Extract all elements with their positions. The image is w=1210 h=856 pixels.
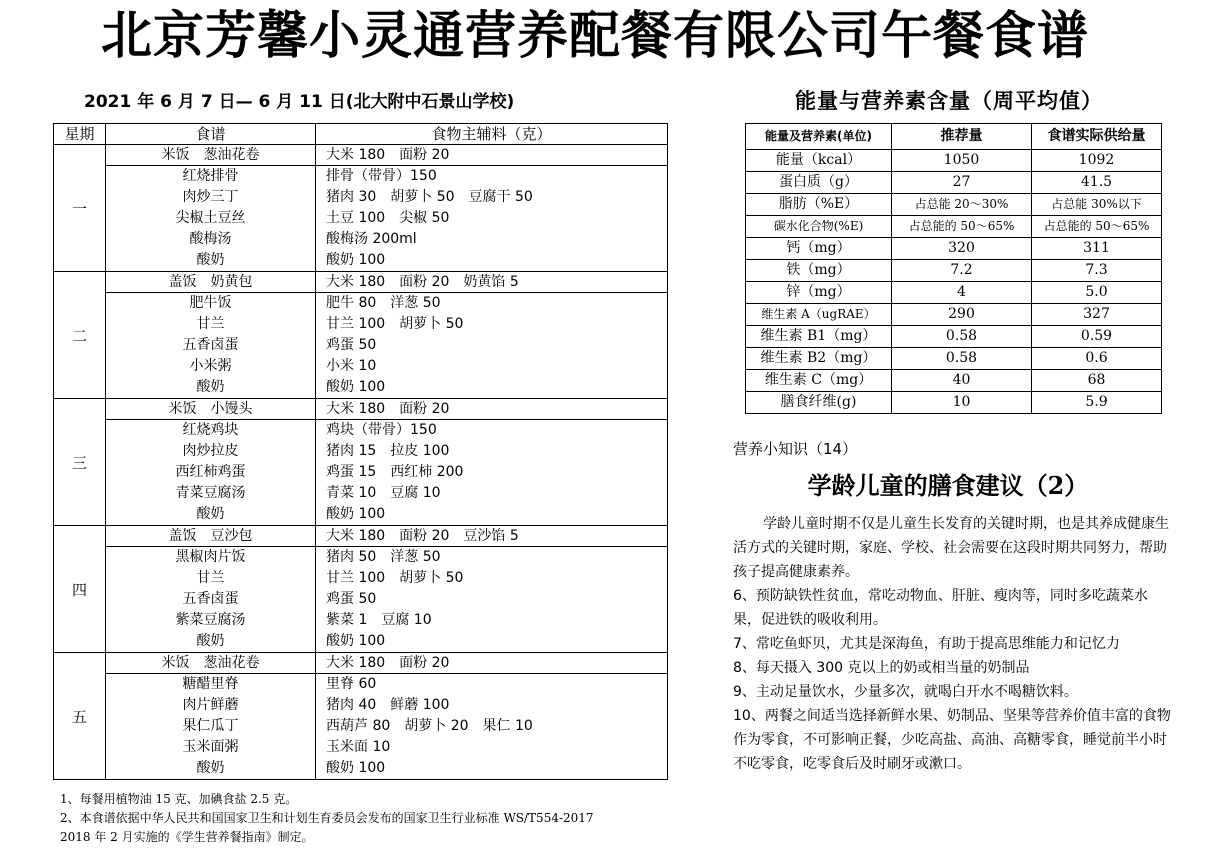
ingredient-item: 肥牛 80 洋葱 50 xyxy=(326,295,441,311)
tips-paragraph: 10、两餐之间适当选择新鲜水果、奶制品、坚果等营养价值丰富的食物作为零食，不可影响正餐，少吃高盐、高油、高糖零食，睡觉前半小时不吃零食，吃零食后及时刷牙或漱口。 xyxy=(733,708,1171,772)
recommended-value: 占总能 20～30% xyxy=(892,194,1032,216)
actual-value: 311 xyxy=(1032,238,1162,260)
ingredient-item: 玉米面 10 xyxy=(326,739,391,755)
dish-item: 黑椒肉片饭 xyxy=(175,549,246,565)
header-nutrient: 能量及营养素(单位) xyxy=(746,124,892,150)
dish-item: 果仁瓜丁 xyxy=(182,718,239,734)
staple-dish: 米饭 葱油花卷 xyxy=(161,655,260,671)
recommended-value: 占总能的 50～65% xyxy=(892,216,1032,238)
footnotes xyxy=(60,790,680,847)
ingredient-item: 酸奶 100 xyxy=(326,760,386,776)
dish-item: 甘兰 xyxy=(196,316,225,332)
dish-item: 酸奶 xyxy=(196,252,225,268)
date-range-subtitle: 2021 年 6 月 7 日— 6 月 11 日(北大附中石景山学校) xyxy=(84,92,515,112)
nutrition-row xyxy=(746,260,1162,282)
staple-cell xyxy=(106,653,316,674)
recommended-value: 7.2 xyxy=(892,260,1032,282)
dish-item: 酸奶 xyxy=(196,633,225,649)
nutrient-name: 脂肪（%E） xyxy=(746,194,892,216)
staple-ingredients-cell xyxy=(316,145,668,166)
dishes-cell xyxy=(106,547,316,653)
actual-value: 327 xyxy=(1032,304,1162,326)
staple-cell xyxy=(106,145,316,166)
header-recipe: 食谱 xyxy=(106,124,316,145)
dish-item: 红烧排骨 xyxy=(182,168,239,184)
ingredient-item: 鸡蛋 50 xyxy=(326,591,377,607)
tips-paragraph: 8、每天摄入 300 克以上的奶或相当量的奶制品 xyxy=(733,660,1030,676)
tips-paragraph: 7、常吃鱼虾贝，尤其是深海鱼，有助于提高思维能力和记忆力 xyxy=(733,636,1120,652)
ingredient-item: 酸奶 100 xyxy=(326,633,386,649)
staple-ingredients-cell xyxy=(316,399,668,420)
tips-title: 学龄儿童的膳食建议（2） xyxy=(807,471,1089,500)
weekday-cell: 一 xyxy=(54,145,106,272)
nutrition-row xyxy=(746,216,1162,238)
ingredient-item: 鸡蛋 50 xyxy=(326,337,377,353)
tips-paragraph: 9、主动足量饮水，少量多次，就喝白开水不喝糖饮料。 xyxy=(733,684,1078,700)
dishes-cell xyxy=(106,674,316,780)
actual-value: 0.6 xyxy=(1032,348,1162,370)
nutrition-table xyxy=(745,123,1162,414)
ingredient-item: 鸡蛋 15 西红柿 200 xyxy=(326,464,464,480)
actual-value: 41.5 xyxy=(1032,172,1162,194)
menu-dishes-row xyxy=(54,166,668,272)
nutrient-name: 铁（mg） xyxy=(746,260,892,282)
menu-dishes-row xyxy=(54,674,668,780)
actual-value: 5.0 xyxy=(1032,282,1162,304)
ingredient-item: 猪肉 40 鲜蘑 100 xyxy=(326,697,450,713)
menu-dishes-row xyxy=(54,293,668,399)
dish-item: 肉炒三丁 xyxy=(182,189,239,205)
menu-dishes-row xyxy=(54,420,668,526)
nutrient-name: 锌（mg） xyxy=(746,282,892,304)
staple-dish: 盖饭 奶黄包 xyxy=(168,274,253,290)
dish-item: 五香卤蛋 xyxy=(182,591,239,607)
ingredient-item: 土豆 100 尖椒 50 xyxy=(326,210,450,226)
dish-item: 小米粥 xyxy=(189,358,232,374)
staple-ingredients: 大米 180 面粉 20 豆沙馅 5 xyxy=(326,528,519,544)
ingredients-cell xyxy=(316,166,668,272)
header-recommended: 推荐量 xyxy=(892,124,1032,150)
staple-ingredients-cell xyxy=(316,653,668,674)
staple-ingredients-cell xyxy=(316,526,668,547)
dish-item: 肉炒拉皮 xyxy=(182,443,239,459)
nutrition-title: 能量与营养素含量（周平均值） xyxy=(795,89,1103,113)
staple-cell xyxy=(106,272,316,293)
ingredient-item: 鸡块（带骨）150 xyxy=(326,422,437,438)
ingredient-item: 里脊 60 xyxy=(326,676,377,692)
tips-paragraph: 学龄儿童时期不仅是儿童生长发育的关键时期，也是其养成健康生活方式的关键时期，家庭、学校、社会需要在这段时期共同努力，帮助孩子提高健康素养。 xyxy=(733,516,1169,580)
dish-item: 酸梅汤 xyxy=(189,231,232,247)
ingredients-cell xyxy=(316,420,668,526)
ingredient-item: 甘兰 100 胡萝卜 50 xyxy=(326,570,464,586)
recommended-value: 1050 xyxy=(892,150,1032,172)
nutrient-name: 维生素 B2（mg） xyxy=(746,348,892,370)
nutrient-name: 维生素 A（ugRAE） xyxy=(746,304,892,326)
menu-staple-row xyxy=(54,526,668,547)
ingredient-item: 青菜 10 豆腐 10 xyxy=(326,485,441,501)
actual-value: 占总能的 50～65% xyxy=(1032,216,1162,238)
ingredient-item: 甘兰 100 胡萝卜 50 xyxy=(326,316,464,332)
tips-paragraph: 6、预防缺铁性贫血，常吃动物血、肝脏、瘦肉等，同时多吃蔬菜水果，促进铁的吸收利用。 xyxy=(733,588,1148,628)
staple-dish: 盖饭 豆沙包 xyxy=(168,528,253,544)
dish-item: 紫菜豆腐汤 xyxy=(175,612,246,628)
nutrient-name: 维生素 B1（mg） xyxy=(746,326,892,348)
ingredient-item: 猪肉 15 拉皮 100 xyxy=(326,443,450,459)
menu-staple-row xyxy=(54,272,668,293)
nutrition-row xyxy=(746,150,1162,172)
dish-item: 糖醋里脊 xyxy=(182,676,239,692)
nutrition-row xyxy=(746,326,1162,348)
actual-value: 0.59 xyxy=(1032,326,1162,348)
tips-label: 营养小知识（14） xyxy=(733,440,858,458)
dish-item: 甘兰 xyxy=(196,570,225,586)
ingredients-cell xyxy=(316,547,668,653)
weekday-cell: 二 xyxy=(54,272,106,399)
dishes-cell xyxy=(106,420,316,526)
nutrient-name: 膳食纤维(g) xyxy=(746,392,892,414)
nutrient-name: 碳水化合物(%E) xyxy=(746,216,892,238)
actual-value: 68 xyxy=(1032,370,1162,392)
ingredient-item: 小米 10 xyxy=(326,358,377,374)
weekday-cell: 三 xyxy=(54,399,106,526)
dishes-cell xyxy=(106,293,316,399)
nutrition-row xyxy=(746,238,1162,260)
dish-item: 西红柿鸡蛋 xyxy=(175,464,246,480)
staple-ingredients: 大米 180 面粉 20 xyxy=(326,147,450,163)
recommended-value: 0.58 xyxy=(892,326,1032,348)
nutrition-row xyxy=(746,370,1162,392)
nutrient-name: 维生素 C（mg） xyxy=(746,370,892,392)
staple-ingredients: 大米 180 面粉 20 xyxy=(326,401,450,417)
header-actual: 食谱实际供给量 xyxy=(1032,124,1162,150)
actual-value: 5.9 xyxy=(1032,392,1162,414)
nutrient-name: 蛋白质（g） xyxy=(746,172,892,194)
staple-dish: 米饭 小馒头 xyxy=(168,401,253,417)
menu-dishes-row xyxy=(54,547,668,653)
nutrient-name: 钙（mg） xyxy=(746,238,892,260)
nutrition-row xyxy=(746,304,1162,326)
recommended-value: 27 xyxy=(892,172,1032,194)
recommended-value: 40 xyxy=(892,370,1032,392)
nutrition-row xyxy=(746,172,1162,194)
nutrient-name: 能量（kcal） xyxy=(746,150,892,172)
nutrition-row xyxy=(746,348,1162,370)
recommended-value: 320 xyxy=(892,238,1032,260)
dish-item: 酸奶 xyxy=(196,379,225,395)
dish-item: 肉片鲜蘑 xyxy=(182,697,239,713)
dish-item: 青菜豆腐汤 xyxy=(175,485,246,501)
ingredient-item: 紫菜 1 豆腐 10 xyxy=(326,612,432,628)
actual-value: 占总能 30%以下 xyxy=(1032,194,1162,216)
staple-ingredients: 大米 180 面粉 20 奶黄馅 5 xyxy=(326,274,519,290)
page-title: 北京芳馨小灵通营养配餐有限公司午餐食谱 xyxy=(100,7,1089,66)
ingredient-item: 酸奶 100 xyxy=(326,506,386,522)
recommended-value: 10 xyxy=(892,392,1032,414)
tips-body xyxy=(733,512,1173,776)
recommended-value: 290 xyxy=(892,304,1032,326)
ingredient-item: 排骨（带骨）150 xyxy=(326,168,437,184)
dish-item: 尖椒土豆丝 xyxy=(175,210,246,226)
menu-staple-row xyxy=(54,653,668,674)
staple-cell xyxy=(106,399,316,420)
dish-item: 玉米面粥 xyxy=(182,739,239,755)
weekday-cell: 四 xyxy=(54,526,106,653)
header-ingredients: 食物主辅料（克） xyxy=(316,124,668,145)
dish-item: 酸奶 xyxy=(196,760,225,776)
actual-value: 7.3 xyxy=(1032,260,1162,282)
menu-table xyxy=(53,123,668,780)
weekday-cell: 五 xyxy=(54,653,106,780)
ingredient-item: 猪肉 30 胡萝卜 50 豆腐干 50 xyxy=(326,189,533,205)
footnote: 2、本食谱依据中华人民共和国国家卫生和计划生育委员会发布的国家卫生行业标准 WS/T554-2017 xyxy=(60,811,594,825)
staple-ingredients-cell xyxy=(316,272,668,293)
header-weekday: 星期 xyxy=(54,124,106,145)
staple-cell xyxy=(106,526,316,547)
nutrition-row xyxy=(746,392,1162,414)
dishes-cell xyxy=(106,166,316,272)
nutrition-header-row xyxy=(746,124,1162,150)
footnote: 2018 年 2 月实施的《学生营养餐指南》制定。 xyxy=(60,830,314,844)
dish-item: 红烧鸡块 xyxy=(182,422,239,438)
ingredient-item: 猪肉 50 洋葱 50 xyxy=(326,549,441,565)
dish-item: 五香卤蛋 xyxy=(182,337,239,353)
dish-item: 酸奶 xyxy=(196,506,225,522)
recommended-value: 0.58 xyxy=(892,348,1032,370)
menu-header-row xyxy=(54,124,668,145)
ingredient-item: 酸奶 100 xyxy=(326,252,386,268)
nutrition-row xyxy=(746,282,1162,304)
footnote: 1、每餐用植物油 15 克、加碘食盐 2.5 克。 xyxy=(60,792,298,806)
menu-staple-row xyxy=(54,145,668,166)
recommended-value: 4 xyxy=(892,282,1032,304)
ingredient-item: 酸奶 100 xyxy=(326,379,386,395)
staple-ingredients: 大米 180 面粉 20 xyxy=(326,655,450,671)
ingredient-item: 酸梅汤 200ml xyxy=(326,231,417,247)
nutrition-row xyxy=(746,194,1162,216)
ingredient-item: 西葫芦 80 胡萝卜 20 果仁 10 xyxy=(326,718,533,734)
actual-value: 1092 xyxy=(1032,150,1162,172)
ingredients-cell xyxy=(316,293,668,399)
dish-item: 肥牛饭 xyxy=(189,295,232,311)
staple-dish: 米饭 葱油花卷 xyxy=(161,147,260,163)
ingredients-cell xyxy=(316,674,668,780)
menu-staple-row xyxy=(54,399,668,420)
